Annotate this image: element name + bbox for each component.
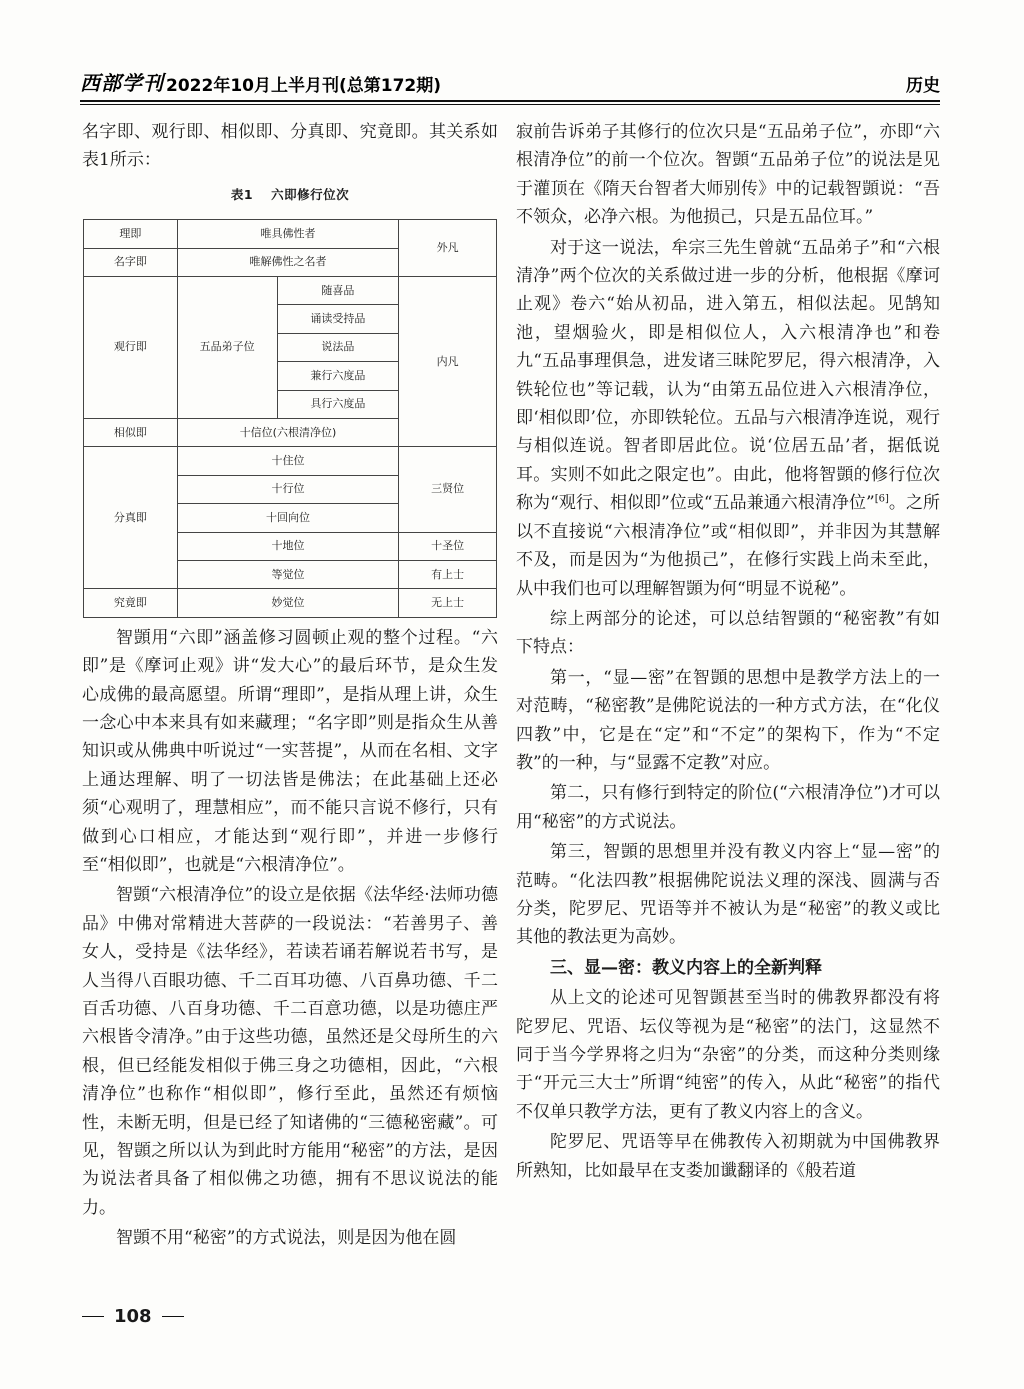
- table-cell: 具行六度品: [277, 390, 399, 418]
- section-heading: 三、显—密：教义内容上的全新判释: [550, 957, 822, 978]
- body-paragraph: 寂前告诉弟子其修行的位次只是“五品弟子位”，亦即“六根清净位”的前一个位次。智顗“五品弟子位”的说法是见于灌顶在《隋天台智者大师别传》中的记载智顗说：“吾不领众，必净六根。为他损己，只是五品位耳。”: [516, 122, 940, 228]
- table-cell: 随喜品: [277, 277, 399, 305]
- journal-logo: 西部学刊: [80, 71, 164, 95]
- body-paragraph: 第三，智顗的思想里并没有教义内容上“显—密”的范畴。“化法四教”根据佛陀说法义理的深浅、圆满与否分类，陀罗尼、咒语等并不被认为是“秘密”的教义或比其他的教法更为高妙。: [516, 842, 940, 948]
- table-cell: 十回向位: [177, 504, 398, 532]
- table-cell: 十地位: [177, 532, 398, 560]
- body-paragraph: 第一，“显—密”在智顗的思想中是教学方法上的一对范畴，“秘密教”是佛陀说法的一种方式方法，在“化仪四教”中，它是在“定”和“不定”的架构下，作为“不定教”的一种，与“显露不定教”对应。: [516, 667, 940, 773]
- six-identity-table: [83, 219, 497, 617]
- body-paragraph: 智顗用“六即”涵盖修习圆顿止观的整个过程。“六即”是《摩诃止观》讲“发大心”的最后环节，是众生发心成佛的最高愿望。所谓“理即”，是指从理上讲，众生一念心中本来具有如来藏理；“名字即”则是指众生从善知识或从佛典中听说过“一实菩提”，从而在名相、文字上通达理解、明了一切法皆是佛法；在此基础上还必须“心观明了，理慧相应”，而不能只言说不修行，只有做到心口相应，才能达到“观行即”，并进一步修行至“相似即”，也就是“六根清净位”。: [82, 627, 498, 875]
- footer-dash: [162, 1316, 184, 1317]
- footer-dash: [82, 1316, 104, 1317]
- table-cell: 唯具佛性者: [177, 220, 398, 248]
- body-paragraph: 从上文的论述可见智顗甚至当时的佛教界都没有将陀罗尼、咒语、坛仪等视为是“秘密”的法门，这显然不同于当今学界将之归为“杂密”的分类，而这种分类则缘于“开元三大士”所谓“纯密”的传入，从此“秘密”的指代不仅单只教学方法，更有了教义内容上的含义。: [516, 988, 940, 1122]
- table-cell: 唯解佛性之名者: [177, 248, 398, 276]
- body-paragraph: 综上两部分的论述，可以总结智顗的“秘密教”有如下特点：: [516, 608, 940, 658]
- table-cell: 等觉位: [177, 560, 398, 588]
- paragraph-text: 对于这一说法，牟宗三先生曾就“五品弟子”和“六根清净”两个位次的关系做过进一步的分析，他根据《摩诃止观》卷六“始从初品，进入第五，相似法起。见鹄知池，望烟验火，即是相似位人，入六根清净也”和卷九“五品事理俱急，进发诸三昧陀罗尼，得六根清净，入铁轮位也”等记载，认为“由第五品位进入六根清净位，即‘相似即’位，亦即铁轮位。五品与六根清净连说，观行与相似连说。智者即居此位。说‘位居五品’者，据低说耳。实则不如此之限定也”。由此，他将智顗的修行位次称为“观行、相似即”位或“五品兼通六根清净位”: [516, 237, 940, 514]
- table-cell: 五品弟子位: [177, 277, 277, 419]
- running-header: [80, 64, 940, 96]
- table-cell: 十圣位: [399, 532, 497, 560]
- right-column: [516, 118, 940, 1185]
- table-row: [84, 277, 497, 305]
- table-cell: 十信位(六根清净位): [177, 418, 398, 446]
- page-number: 108: [114, 1306, 152, 1327]
- table-cell: 理即: [84, 220, 178, 248]
- table-row: [84, 589, 497, 617]
- table-cell: 说法品: [277, 333, 399, 361]
- table-caption: [82, 181, 498, 209]
- table-row: [84, 447, 497, 475]
- body-paragraph: 第二，只有修行到特定的阶位(“六根清净位”)才可以用“秘密”的方式说法。: [516, 783, 940, 832]
- table-cell: 兼行六度品: [277, 362, 399, 390]
- body-paragraph: [516, 234, 940, 603]
- table-cell: 三贤位: [399, 447, 497, 532]
- table-cell: 有上士: [399, 560, 497, 588]
- table-cell: 诵读受持品: [277, 305, 399, 333]
- table-cell: 名字即: [84, 248, 178, 276]
- table-cell: 究竟即: [84, 589, 178, 617]
- paragraph-text: 。之所以不直接说“六根清净位”或“相似即”，并非因为其慧解不及，而是因为“为他损己”，在修行实践上尚未至此，从中我们也可以理解智顗为何“明显不说秘”。: [516, 493, 941, 599]
- header-left: [80, 67, 441, 96]
- table-title: 六即修行位次: [271, 186, 350, 202]
- body-paragraph: 智顗“六根清净位”的设立是依据《法华经·法师功德品》中佛对常精进大菩萨的一段说法：“若善男子、善女人，受持是《法华经》，若读若诵若解说若书写，是人当得八百眼功德、千二百耳功德、八百鼻功德、千二百舌功德、八百身功德、千二百意功德，以是功德庄严六根皆令清净。”由于这些功德，虽然还是父母所生的六根，但已经能发相似于佛三身之功德相，因此，“六根清净位”也称作“相似即”，修行至此，虽然还有烦恼性，未断无明，但是已经了知诸佛的“三德秘密藏”。可见，智顗之所以认为到此时方能用“秘密”的方法，是因为说法者具备了相似佛之功德，拥有不思议说法的能力。: [82, 885, 498, 1218]
- table-cell: 分真即: [84, 447, 178, 589]
- table-cell: 妙觉位: [177, 589, 398, 617]
- section-label: 历史: [906, 76, 940, 96]
- table-cell: 内凡: [399, 277, 497, 447]
- header-rule: [80, 100, 940, 102]
- left-column: [82, 118, 498, 1253]
- header-rule-thin: [80, 104, 940, 105]
- table-cell: 观行即: [84, 277, 178, 419]
- intro-paragraph: 名字即、观行即、相似即、分真即、究竟即。其关系如表1所示：: [82, 122, 498, 171]
- table-cell: 十住位: [177, 447, 398, 475]
- citation-ref[interactable]: [6]: [874, 493, 889, 505]
- table-row: [84, 220, 497, 248]
- body-paragraph: 智顗不用“秘密”的方式说法，则是因为他在圆: [116, 1228, 457, 1249]
- table-cell: 十行位: [177, 475, 398, 503]
- issue-info: 2022年10月上半月刊(总第172期): [166, 76, 441, 96]
- table-cell: 无上士: [399, 589, 497, 617]
- body-paragraph: 陀罗尼、咒语等早在佛教传入初期就为中国佛教界所熟知，比如最早在支娄加谶翻译的《般若道: [516, 1132, 940, 1181]
- table-cell: 外凡: [399, 220, 497, 277]
- page-footer: [82, 1306, 184, 1327]
- table-number: 表1: [230, 186, 254, 202]
- table-cell: 相似即: [84, 418, 178, 446]
